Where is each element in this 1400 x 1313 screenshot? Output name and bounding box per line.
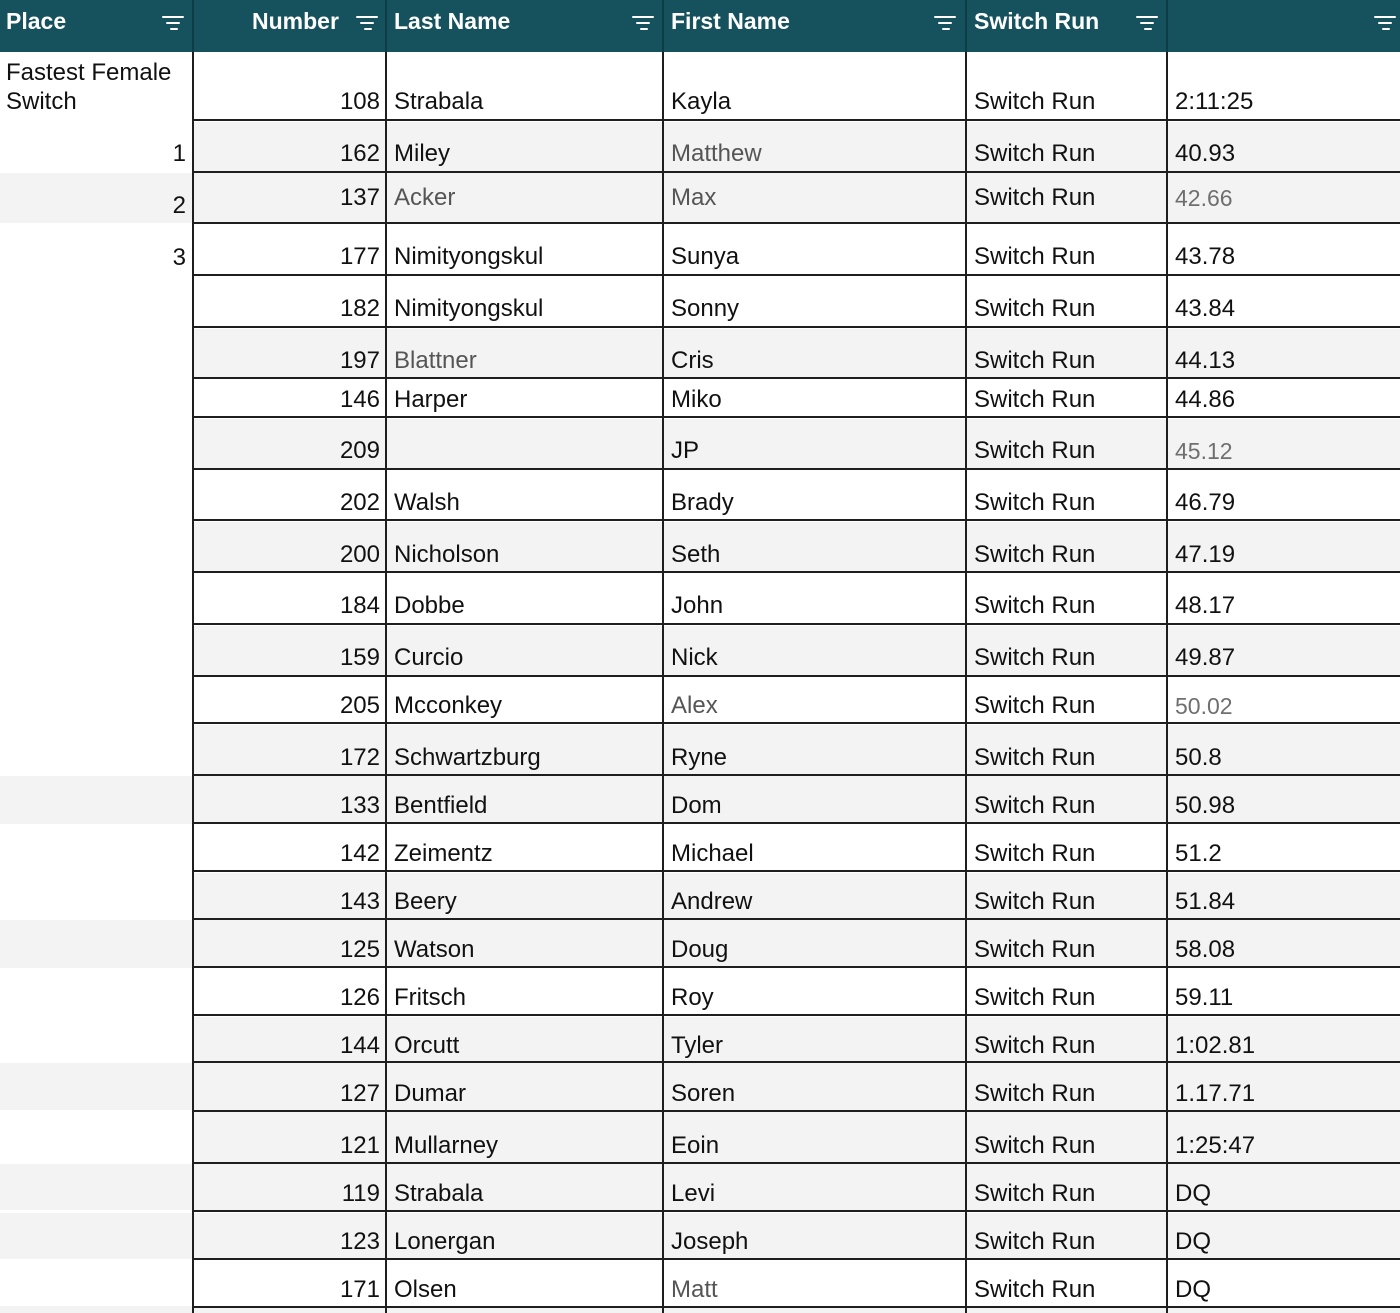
event-cell: Switch Run <box>974 243 1096 270</box>
first-name-cell: Doug <box>671 936 729 963</box>
time-cell: 51.2 <box>1175 840 1222 867</box>
event-cell: Switch Run <box>974 489 1096 516</box>
time-cell: 49.87 <box>1175 644 1236 671</box>
filter-icon[interactable] <box>934 14 958 34</box>
last-name-cell: Beery <box>394 888 457 915</box>
first-name-cell: Roy <box>671 984 714 1011</box>
number-cell: 127 <box>339 1080 380 1107</box>
time-cell: 43.78 <box>1175 243 1236 270</box>
event-cell: Switch Run <box>974 744 1096 771</box>
row-divider <box>192 1258 1400 1260</box>
filter-icon[interactable] <box>1374 14 1398 34</box>
first-name-cell: Michael <box>671 840 754 867</box>
last-name-cell: Nimityongskul <box>394 295 544 322</box>
first-name-cell: Matthew <box>671 140 762 167</box>
last-name-cell: Dobbe <box>394 592 465 619</box>
time-cell: DQ <box>1175 1180 1211 1207</box>
number-cell: 182 <box>339 295 380 322</box>
number-cell: 126 <box>339 984 380 1011</box>
row-divider <box>192 519 1400 521</box>
first-name-cell: Tyler <box>671 1032 724 1059</box>
number-cell: 159 <box>339 644 380 671</box>
column-divider <box>1166 52 1168 1313</box>
event-cell: Switch Run <box>974 1228 1096 1255</box>
first-name-cell: Soren <box>671 1080 736 1107</box>
row-divider <box>192 571 1400 573</box>
last-name-cell: Acker <box>394 184 456 211</box>
time-cell: DQ <box>1175 1228 1211 1255</box>
number-cell: 121 <box>339 1132 380 1159</box>
event-cell: Switch Run <box>974 936 1096 963</box>
number-cell: 172 <box>339 744 380 771</box>
header-divider <box>192 0 194 52</box>
last-name-cell: Blattner <box>394 347 477 374</box>
header-divider <box>662 0 664 52</box>
column-divider <box>662 52 664 1313</box>
event-cell: Switch Run <box>974 184 1096 211</box>
event-cell: Switch Run <box>974 1180 1096 1207</box>
number-cell: 144 <box>339 1032 380 1059</box>
number-cell: 108 <box>339 88 380 115</box>
number-cell: 177 <box>339 243 380 270</box>
last-name-cell: Strabala <box>394 1180 484 1207</box>
number-cell: 125 <box>339 936 380 963</box>
header-label: First Name <box>671 8 790 34</box>
header-time <box>1167 0 1400 52</box>
row-divider <box>192 1110 1400 1112</box>
time-cell: 58.08 <box>1175 936 1236 963</box>
header-divider <box>385 0 387 52</box>
last-name-cell: Zeimentz <box>394 840 493 867</box>
last-name-cell: Olsen <box>394 1276 457 1303</box>
first-name-cell: Eoin <box>671 1132 720 1159</box>
row-divider <box>192 171 1400 173</box>
first-name-cell: Kayla <box>671 88 732 115</box>
row-divider <box>192 774 1400 776</box>
last-name-cell: Watson <box>394 936 475 963</box>
row-divider <box>192 918 1400 920</box>
event-cell: Switch Run <box>974 1276 1096 1303</box>
row-divider <box>192 822 1400 824</box>
time-cell: 2:11:25 <box>1175 88 1254 115</box>
first-name-cell: Sonny <box>671 295 740 322</box>
last-name-cell: Lonergan <box>394 1228 496 1255</box>
row-divider <box>192 1306 1400 1308</box>
last-name-cell: Strabala <box>394 88 484 115</box>
first-name-cell: Matt <box>671 1276 718 1303</box>
event-cell: Switch Run <box>974 1132 1096 1159</box>
header-divider <box>965 0 967 52</box>
category-label: Fastest Female Switch <box>6 59 172 115</box>
first-name-cell: Nick <box>671 644 718 671</box>
event-cell: Switch Run <box>974 1032 1096 1059</box>
first-name-cell: Dom <box>671 792 722 819</box>
event-cell: Switch Run <box>974 792 1096 819</box>
number-cell: 202 <box>339 489 380 516</box>
event-cell: Switch Run <box>974 888 1096 915</box>
row-divider <box>192 416 1400 418</box>
event-cell: Switch Run <box>974 592 1096 619</box>
event-cell: Switch Run <box>974 1080 1096 1107</box>
row-divider <box>192 222 1400 224</box>
time-cell: 1:25:47 <box>1175 1132 1256 1159</box>
row-divider <box>192 1210 1400 1212</box>
first-name-cell: Miko <box>671 386 722 413</box>
time-cell: DQ <box>1175 1276 1211 1303</box>
time-cell: 42.66 <box>1175 185 1233 211</box>
header-label: Place <box>6 8 67 34</box>
first-name-cell: JP <box>671 437 700 464</box>
column-divider <box>385 52 387 1313</box>
header-switch-run <box>966 0 1167 52</box>
header-divider <box>1166 0 1168 52</box>
first-name-cell: Sunya <box>671 243 740 270</box>
row-divider <box>192 468 1400 470</box>
number-cell: 142 <box>339 840 380 867</box>
event-cell: Switch Run <box>974 644 1096 671</box>
event-cell: Switch Run <box>974 541 1096 568</box>
column-divider <box>192 52 194 1313</box>
first-name-cell: Alex <box>671 692 718 719</box>
last-name-cell: Schwartzburg <box>394 744 541 771</box>
time-cell: 48.17 <box>1175 592 1236 619</box>
last-name-cell: Mcconkey <box>394 692 503 719</box>
last-name-cell: Curcio <box>394 644 464 671</box>
number-cell: 184 <box>339 592 380 619</box>
number-cell: 119 <box>341 1180 380 1207</box>
first-name-cell: Max <box>671 184 717 211</box>
last-name-cell: Orcutt <box>394 1032 460 1059</box>
number-cell: 200 <box>339 541 380 568</box>
time-cell: 45.12 <box>1175 438 1233 464</box>
header-place <box>0 0 193 52</box>
last-name-cell: Nimityongskul <box>394 243 544 270</box>
last-name-cell: Bentfield <box>394 792 488 819</box>
last-name-cell: Dumar <box>394 1080 467 1107</box>
event-cell: Switch Run <box>974 347 1096 374</box>
row-divider <box>192 675 1400 677</box>
header-label: Number <box>252 8 339 34</box>
header-last-name <box>386 0 663 52</box>
event-cell: Switch Run <box>974 437 1096 464</box>
number-cell: 123 <box>339 1228 380 1255</box>
last-name-cell: Harper <box>394 386 468 413</box>
time-cell: 1.17.71 <box>1175 1080 1256 1107</box>
event-cell: Switch Run <box>974 88 1096 115</box>
header-first-name <box>663 0 966 52</box>
event-cell: Switch Run <box>974 386 1096 413</box>
event-cell: Switch Run <box>974 692 1096 719</box>
number-cell: 205 <box>339 692 380 719</box>
event-cell: Switch Run <box>974 984 1096 1011</box>
first-name-cell: Brady <box>671 489 734 516</box>
filter-icon[interactable] <box>632 14 656 34</box>
number-cell: 143 <box>339 888 380 915</box>
row-divider <box>192 1061 1400 1063</box>
row-divider <box>192 722 1400 724</box>
event-cell: Switch Run <box>974 295 1096 322</box>
header-number <box>193 0 386 52</box>
row-divider <box>192 377 1400 379</box>
number-cell: 209 <box>339 437 380 464</box>
number-cell: 162 <box>339 140 380 167</box>
row-divider <box>192 966 1400 968</box>
header-label: Last Name <box>394 8 511 34</box>
time-cell: 59.11 <box>1175 984 1234 1011</box>
first-name-cell: Joseph <box>671 1228 749 1255</box>
row-divider <box>192 870 1400 872</box>
place-value: 3 <box>172 244 186 271</box>
time-cell: 43.84 <box>1175 295 1236 322</box>
time-cell: 50.8 <box>1175 744 1222 771</box>
time-cell: 44.13 <box>1175 347 1236 374</box>
first-name-cell: Ryne <box>671 744 728 771</box>
number-cell: 197 <box>339 347 380 374</box>
time-cell: 44.86 <box>1175 386 1236 413</box>
place-value: 2 <box>172 192 186 219</box>
row-divider <box>192 1162 1400 1164</box>
time-cell: 47.19 <box>1175 541 1236 568</box>
time-cell: 51.84 <box>1175 888 1236 915</box>
number-cell: 146 <box>339 386 380 413</box>
place-value: 1 <box>172 140 186 167</box>
number-cell: 171 <box>339 1276 380 1303</box>
last-name-cell: Mullarney <box>394 1132 499 1159</box>
filter-icon[interactable] <box>1136 14 1160 34</box>
time-cell: 50.98 <box>1175 792 1236 819</box>
last-name-cell: Nicholson <box>394 541 500 568</box>
event-cell: Switch Run <box>974 140 1096 167</box>
time-cell: 40.93 <box>1175 140 1236 167</box>
first-name-cell: Cris <box>671 347 714 374</box>
last-name-cell: Fritsch <box>394 984 466 1011</box>
filter-icon[interactable] <box>356 14 380 34</box>
row-divider <box>192 326 1400 328</box>
column-divider <box>965 52 967 1313</box>
number-cell: 133 <box>339 792 380 819</box>
header-label: Switch Run <box>974 8 1100 34</box>
time-cell: 1:02.81 <box>1175 1032 1256 1059</box>
event-cell: Switch Run <box>974 840 1096 867</box>
filter-icon[interactable] <box>162 14 186 34</box>
first-name-cell: John <box>671 592 724 619</box>
first-name-cell: Andrew <box>671 888 753 915</box>
row-divider <box>192 274 1400 276</box>
row-divider <box>192 1014 1400 1016</box>
time-cell: 46.79 <box>1175 489 1236 516</box>
last-name-cell: Walsh <box>394 489 460 516</box>
first-name-cell: Seth <box>671 541 721 568</box>
row-divider <box>192 119 1400 121</box>
number-cell: 137 <box>339 184 380 211</box>
row-divider <box>192 623 1400 625</box>
first-name-cell: Levi <box>671 1180 716 1207</box>
time-cell: 50.02 <box>1175 693 1233 719</box>
last-name-cell: Miley <box>394 140 451 167</box>
